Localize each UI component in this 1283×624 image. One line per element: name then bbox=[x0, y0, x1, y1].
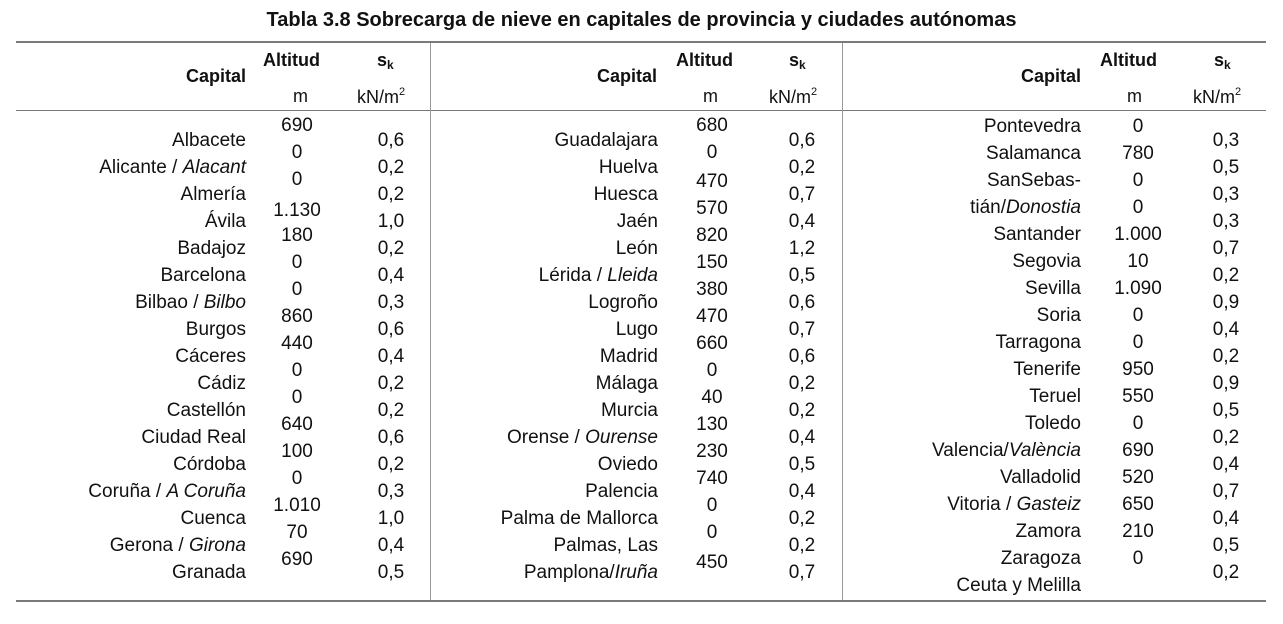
capital-name: Pamplona/Iruña bbox=[523, 562, 658, 583]
column-separator bbox=[842, 43, 843, 600]
altitude-value: 680 bbox=[696, 115, 728, 136]
snow-load-value: 0,7 bbox=[788, 319, 816, 340]
snow-load-value: 0,3 bbox=[377, 292, 405, 313]
altitude-value: 150 bbox=[696, 252, 728, 273]
snow-load-value: 0,4 bbox=[377, 535, 405, 556]
altitude-value: 470 bbox=[696, 171, 728, 192]
header-sk-unit: $kN/m^2$ bbox=[1193, 86, 1242, 107]
altitude-value: 230 bbox=[696, 441, 728, 462]
altitude-value: 70 bbox=[286, 522, 308, 543]
snow-load-value: 0,6 bbox=[788, 292, 816, 313]
altitude-value: 640 bbox=[281, 414, 313, 435]
capital-name: Tenerife bbox=[1013, 359, 1081, 380]
altitude-value: 0 bbox=[706, 360, 718, 381]
header-altitud-unit: m bbox=[1127, 86, 1142, 106]
capital-name: SanSebas- bbox=[986, 170, 1081, 191]
altitude-value: 0 bbox=[291, 142, 303, 163]
capital-name: Santander bbox=[993, 224, 1081, 245]
header-altitud: Altitud bbox=[676, 50, 733, 70]
snow-load-value: 0,5 bbox=[1212, 400, 1240, 421]
altitude-value: 660 bbox=[696, 333, 728, 354]
altitude-value: 40 bbox=[701, 387, 723, 408]
snow-load-value: 1,0 bbox=[377, 211, 405, 232]
capital-name: Valladolid bbox=[1000, 467, 1081, 488]
altitude-value: 0 bbox=[706, 142, 718, 163]
capital-name: Albacete bbox=[172, 130, 246, 151]
header-altitud: Altitud bbox=[1100, 50, 1157, 70]
snow-load-value: 0,6 bbox=[788, 130, 816, 151]
altitude-value: 1.130 bbox=[273, 200, 321, 221]
snow-load-value: 0,6 bbox=[377, 319, 405, 340]
snow-load-value: 1,0 bbox=[377, 508, 405, 529]
capital-name: Cádiz bbox=[197, 373, 246, 394]
snow-load-value: 0,3 bbox=[1212, 211, 1240, 232]
header-capital: Capital bbox=[596, 66, 657, 86]
table-title: Tabla 3.8 Sobrecarga de nieve en capitales de provincia y ciudades autónomas bbox=[266, 9, 1017, 31]
snow-load-value: 0,4 bbox=[377, 265, 405, 286]
capital-name: Zaragoza bbox=[1000, 548, 1081, 569]
snow-load-value: 0,5 bbox=[1212, 535, 1240, 556]
snow-load-value: 0,5 bbox=[788, 265, 816, 286]
header-altitud: Altitud bbox=[263, 50, 320, 70]
capital-name: Pontevedra bbox=[983, 116, 1081, 137]
altitude-value: 210 bbox=[1122, 521, 1154, 542]
snow-load-value: 0,7 bbox=[788, 562, 816, 583]
altitude-value: 450 bbox=[696, 552, 728, 573]
capital-name: Toledo bbox=[1025, 413, 1081, 434]
header-sk: $s_k$ bbox=[1214, 50, 1231, 72]
altitude-value: 0 bbox=[1132, 305, 1144, 326]
snow-load-value: 0,3 bbox=[1212, 184, 1240, 205]
snow-load-value: 0,3 bbox=[377, 481, 405, 502]
snow-load-value: 0,6 bbox=[377, 427, 405, 448]
capital-name: Zamora bbox=[1015, 521, 1081, 542]
snow-load-value: 0,2 bbox=[377, 454, 405, 475]
capital-name: Guadalajara bbox=[554, 130, 658, 151]
altitude-value: 0 bbox=[1132, 116, 1144, 137]
capital-name: Soria bbox=[1036, 305, 1081, 326]
capital-name: Málaga bbox=[595, 373, 658, 394]
snow-load-value: 0,2 bbox=[377, 157, 405, 178]
altitude-value: 820 bbox=[696, 225, 728, 246]
snow-load-value: 0,9 bbox=[1212, 292, 1240, 313]
capital-name: Granada bbox=[172, 562, 246, 583]
snow-load-value: 0,2 bbox=[1212, 427, 1240, 448]
snow-load-value: 0,7 bbox=[788, 184, 816, 205]
header-sk-unit: $kN/m^2$ bbox=[769, 86, 818, 107]
capital-name: Jaén bbox=[616, 211, 658, 232]
altitude-value: 380 bbox=[696, 279, 728, 300]
snow-load-value: 0,2 bbox=[788, 508, 816, 529]
altitude-value: 780 bbox=[1122, 143, 1154, 164]
capital-name: Sevilla bbox=[1025, 278, 1081, 299]
capital-name: tián/Donostia bbox=[970, 197, 1081, 218]
top-rule bbox=[16, 41, 1266, 43]
altitude-value: 130 bbox=[696, 414, 728, 435]
altitude-value: 860 bbox=[281, 306, 313, 327]
altitude-value: 0 bbox=[1132, 413, 1144, 434]
bottom-rule bbox=[16, 600, 1266, 602]
capital-name: Alicante / Alacant bbox=[99, 157, 246, 178]
altitude-value: 180 bbox=[281, 225, 313, 246]
capital-name: Lugo bbox=[615, 319, 658, 340]
altitude-value: 0 bbox=[291, 279, 303, 300]
capital-name: Huelva bbox=[598, 157, 658, 178]
snow-load-value: 0,2 bbox=[377, 373, 405, 394]
altitude-value: 0 bbox=[291, 387, 303, 408]
header-sk-unit: $kN/m^2$ bbox=[357, 86, 406, 107]
altitude-value: 690 bbox=[281, 115, 313, 136]
capital-name: Castellón bbox=[166, 400, 246, 421]
snow-load-value: 0,4 bbox=[1212, 508, 1240, 529]
snow-load-value: 0,4 bbox=[1212, 454, 1240, 475]
snow-load-value: 0,2 bbox=[377, 238, 405, 259]
altitude-value: 570 bbox=[696, 198, 728, 219]
snow-load-value: 0,7 bbox=[1212, 238, 1240, 259]
snow-load-value: 0,6 bbox=[377, 130, 405, 151]
snow-load-value: 0,7 bbox=[1212, 481, 1240, 502]
capital-name: Palmas, Las bbox=[553, 535, 658, 556]
altitude-value: 0 bbox=[1132, 170, 1144, 191]
capital-name: Córdoba bbox=[173, 454, 246, 475]
snow-load-value: 0,2 bbox=[788, 373, 816, 394]
altitude-value: 0 bbox=[706, 495, 718, 516]
snow-load-value: 0,2 bbox=[1212, 346, 1240, 367]
capital-name: Palma de Mallorca bbox=[500, 508, 658, 529]
capital-name: Ciudad Real bbox=[141, 427, 246, 448]
altitude-value: 1.090 bbox=[1114, 278, 1162, 299]
altitude-value: 440 bbox=[281, 333, 313, 354]
altitude-value: 10 bbox=[1127, 251, 1149, 272]
capital-name: Huesca bbox=[593, 184, 658, 205]
header-altitud-unit: m bbox=[703, 86, 718, 106]
snow-load-value: 0,2 bbox=[1212, 562, 1240, 583]
altitude-value: 690 bbox=[1122, 440, 1154, 461]
capital-name: Palencia bbox=[585, 481, 658, 502]
altitude-value: 100 bbox=[281, 441, 313, 462]
snow-load-value: 0,5 bbox=[1212, 157, 1240, 178]
snow-load-value: 0,4 bbox=[377, 346, 405, 367]
capital-name: Cáceres bbox=[175, 346, 246, 367]
altitude-value: 520 bbox=[1122, 467, 1154, 488]
snow-load-value: 0,3 bbox=[1212, 130, 1240, 151]
capital-name: Coruña / A Coruña bbox=[88, 481, 246, 502]
snow-load-value: 0,9 bbox=[1212, 373, 1240, 394]
snow-load-value: 0,2 bbox=[377, 400, 405, 421]
snow-load-value: 0,6 bbox=[788, 346, 816, 367]
capital-name: Gerona / Girona bbox=[109, 535, 246, 556]
snow-load-value: 0,4 bbox=[788, 481, 816, 502]
capital-name: Vitoria / Gasteiz bbox=[947, 494, 1081, 515]
snow-load-value: 0,2 bbox=[1212, 265, 1240, 286]
capital-name: Badajoz bbox=[177, 238, 246, 259]
capital-name: Almería bbox=[180, 184, 246, 205]
altitude-value: 0 bbox=[291, 252, 303, 273]
capital-name: Murcia bbox=[600, 400, 658, 421]
capital-name: Teruel bbox=[1029, 386, 1081, 407]
altitude-value: 1.000 bbox=[1114, 224, 1162, 245]
altitude-value: 0 bbox=[291, 468, 303, 489]
header-capital: Capital bbox=[185, 66, 246, 86]
capital-name: León bbox=[615, 238, 658, 259]
altitude-value: 0 bbox=[706, 522, 718, 543]
capital-name: Ávila bbox=[204, 211, 246, 232]
capital-name: Tarragona bbox=[995, 332, 1081, 353]
capital-name: Burgos bbox=[185, 319, 246, 340]
snow-load-value: 0,2 bbox=[788, 157, 816, 178]
altitude-value: 740 bbox=[696, 468, 728, 489]
capital-name: Oviedo bbox=[597, 454, 658, 475]
altitude-value: 0 bbox=[1132, 548, 1144, 569]
capital-name: Barcelona bbox=[160, 265, 246, 286]
capital-name: Segovia bbox=[1012, 251, 1081, 272]
column-separator bbox=[430, 43, 431, 600]
header-capital: Capital bbox=[1020, 66, 1081, 86]
header-altitud-unit: m bbox=[293, 86, 308, 106]
capital-name: Salamanca bbox=[985, 143, 1081, 164]
snow-load-value: 0,5 bbox=[377, 562, 405, 583]
altitude-value: 0 bbox=[291, 360, 303, 381]
capital-name: Ceuta y Melilla bbox=[956, 575, 1081, 596]
capital-name: Bilbao / Bilbo bbox=[135, 292, 246, 313]
capital-name: Madrid bbox=[599, 346, 658, 367]
snow-load-value: 0,4 bbox=[788, 427, 816, 448]
altitude-value: 1.010 bbox=[273, 495, 321, 516]
capital-name: Lérida / Lleida bbox=[538, 265, 658, 286]
altitude-value: 690 bbox=[281, 549, 313, 570]
altitude-value: 0 bbox=[1132, 332, 1144, 353]
header-rule bbox=[16, 110, 1266, 111]
header-sk: $s_k$ bbox=[789, 50, 806, 72]
snow-load-value: 0,5 bbox=[788, 454, 816, 475]
altitude-value: 650 bbox=[1122, 494, 1154, 515]
snow-load-value: 0,4 bbox=[1212, 319, 1240, 340]
altitude-value: 550 bbox=[1122, 386, 1154, 407]
snow-load-value: 0,4 bbox=[788, 211, 816, 232]
capital-name: Logroño bbox=[588, 292, 658, 313]
altitude-value: 470 bbox=[696, 306, 728, 327]
altitude-value: 0 bbox=[1132, 197, 1144, 218]
snow-load-value: 0,2 bbox=[788, 400, 816, 421]
snow-load-value: 1,2 bbox=[788, 238, 816, 259]
altitude-value: 950 bbox=[1122, 359, 1154, 380]
snow-load-value: 0,2 bbox=[377, 184, 405, 205]
capital-name: Valencia/València bbox=[932, 440, 1081, 461]
header-sk: $s_k$ bbox=[377, 50, 394, 72]
capital-name: Cuenca bbox=[180, 508, 246, 529]
altitude-value: 0 bbox=[291, 169, 303, 190]
capital-name: Orense / Ourense bbox=[506, 427, 658, 448]
snow-load-value: 0,2 bbox=[788, 535, 816, 556]
